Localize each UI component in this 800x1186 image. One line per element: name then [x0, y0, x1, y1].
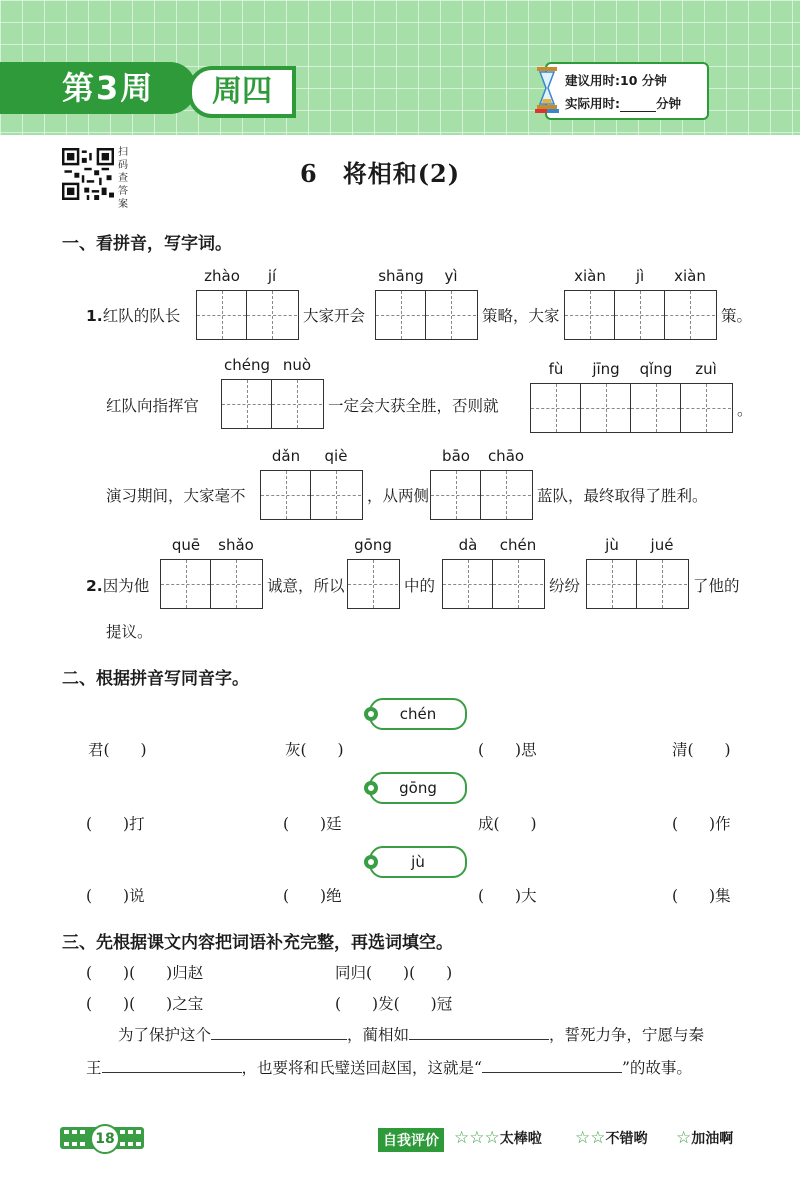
q2-text-5: 了他的: [693, 577, 740, 595]
qr-code-icon[interactable]: [62, 148, 114, 200]
homophone-item[interactable]: ( )作: [672, 815, 731, 833]
idiom-item[interactable]: ( )( )之宝: [86, 995, 204, 1013]
pinyin: nuò: [282, 356, 312, 374]
pinyin-pill: [369, 698, 467, 730]
homophone-item[interactable]: 成( ): [478, 815, 537, 833]
fill-paragraph-line-1: [118, 1023, 704, 1045]
eval-text: 加油啊: [691, 1131, 734, 1147]
fill-blank[interactable]: [482, 1058, 622, 1073]
q2-text-1: [86, 574, 149, 596]
homophone-item[interactable]: ( )大: [478, 887, 537, 905]
pinyin: shāng: [378, 267, 424, 285]
pinyin: dǎn: [271, 447, 301, 465]
actual-time: [565, 94, 681, 112]
q2-text-2: 诚意，所以: [267, 577, 345, 595]
pinyin-pill: [369, 772, 467, 804]
pinyin: jù: [605, 536, 619, 554]
fill-text: ，蔺相如: [347, 1026, 410, 1044]
fill-blank[interactable]: [211, 1025, 347, 1040]
pinyin: bāo: [442, 447, 470, 465]
writing-grid[interactable]: [221, 379, 324, 429]
pinyin-pill: [369, 846, 467, 878]
idiom-item[interactable]: ( )发( )冠: [335, 995, 453, 1013]
pinyin: chāo: [487, 447, 525, 465]
suggested-time-label: 建议用时:: [565, 73, 620, 88]
homophone-item[interactable]: 君( ): [88, 741, 147, 759]
eval-text: 不错哟: [605, 1131, 648, 1147]
actual-time-blank[interactable]: [620, 99, 656, 112]
q1-text-4: 策。: [721, 307, 753, 325]
idiom-item[interactable]: ( )( )归赵: [86, 964, 204, 982]
fill-text: 为了保护这个: [118, 1026, 212, 1044]
section-1-heading: 一、看拼音，写字词。: [62, 234, 232, 254]
writing-grid[interactable]: [442, 559, 545, 609]
section-3-heading: 三、先根据课文内容把词语补充完整，再选词填空。: [62, 933, 453, 953]
page-number: 18: [90, 1124, 120, 1154]
day-label: 周四: [188, 66, 296, 118]
q1-text-10: 蓝队，最终取得了胜利。: [537, 487, 708, 505]
qr-caption: 扫码查答案: [118, 147, 128, 210]
pinyin: zuì: [695, 360, 717, 378]
homophone-item[interactable]: ( )打: [86, 815, 145, 833]
q2-text-6: 提议。: [106, 623, 153, 641]
suggested-time: [565, 71, 667, 89]
homophone-item[interactable]: 清( ): [672, 741, 731, 759]
pill-pinyin: gōng: [399, 779, 437, 797]
pill-pinyin: jù: [411, 853, 425, 871]
fill-blank[interactable]: [409, 1025, 549, 1040]
fill-text: ，也要将和氏璧送回赵国，这就是“: [241, 1059, 482, 1077]
pinyin: shǎo: [218, 536, 254, 554]
pill-dot-icon: [364, 855, 378, 869]
eval-option-great[interactable]: [454, 1128, 542, 1148]
q1-text-1-body: 红队的队长: [102, 307, 181, 325]
fill-blank[interactable]: [102, 1058, 242, 1073]
q2-text-3: 中的: [404, 577, 436, 595]
q2-text-4: 纷纷: [549, 577, 581, 595]
page-title: 6 将相和(2): [300, 159, 461, 188]
q2-text-1-body: 因为他: [102, 577, 150, 595]
pinyin: qiè: [324, 447, 348, 465]
writing-grid[interactable]: [430, 470, 533, 520]
fill-text: ，誓死力争，宁愿与秦: [549, 1026, 705, 1044]
q1-text-8: 演习期间，大家毫不: [106, 487, 246, 505]
homophone-item[interactable]: ( )廷: [283, 815, 342, 833]
homophone-item[interactable]: 灰( ): [285, 741, 344, 759]
pinyin: qǐng: [639, 360, 673, 378]
q1-text-2: 大家开会: [303, 307, 366, 325]
pinyin: yì: [444, 267, 458, 285]
q1-text-9: ，从两侧: [367, 487, 430, 505]
fill-text: 王: [86, 1059, 102, 1077]
eval-option-keep-going[interactable]: [676, 1128, 733, 1148]
pill-dot-icon: [364, 707, 378, 721]
writing-grid[interactable]: [375, 290, 478, 340]
pill-dot-icon: [364, 781, 378, 795]
writing-grid[interactable]: [586, 559, 689, 609]
time-box: [545, 62, 709, 120]
homophone-item[interactable]: ( )说: [86, 887, 145, 905]
pinyin: jí: [267, 267, 277, 285]
writing-grid[interactable]: [196, 290, 299, 340]
homophone-item[interactable]: ( )思: [478, 741, 537, 759]
eval-option-good[interactable]: [575, 1128, 647, 1148]
actual-time-unit: 分钟: [656, 96, 682, 111]
eval-text: 太棒啦: [499, 1131, 542, 1147]
q1-text-1: [86, 304, 180, 326]
q2-number: 2.: [86, 577, 103, 595]
pinyin: jué: [650, 536, 674, 554]
q1-text-7: 。: [737, 401, 753, 419]
star-icon: ☆☆☆: [454, 1128, 500, 1148]
pinyin: fù: [548, 360, 564, 378]
suggested-time-value: 10 分钟: [620, 73, 667, 88]
actual-time-label: 实际用时:: [565, 96, 620, 111]
homophone-item[interactable]: ( )集: [672, 887, 731, 905]
homophone-item[interactable]: ( )绝: [283, 887, 342, 905]
pinyin: quē: [171, 536, 201, 554]
star-icon: ☆☆: [575, 1128, 606, 1148]
fill-text: ”的故事。: [621, 1059, 692, 1077]
writing-grid[interactable]: [530, 383, 733, 433]
writing-grid[interactable]: [564, 290, 717, 340]
pinyin: xiàn: [674, 267, 706, 285]
writing-grid[interactable]: [260, 470, 363, 520]
section-2-heading: 二、根据拼音写同音字。: [62, 669, 249, 689]
pinyin: jì: [635, 267, 645, 285]
pill-pinyin: chén: [399, 705, 437, 723]
q1-text-6: 一定会大获全胜，否则就: [328, 397, 499, 415]
fill-paragraph-line-2: [86, 1056, 692, 1078]
self-eval-label: 自我评价: [378, 1128, 444, 1152]
q1-text-3: 策略，大家: [482, 307, 560, 325]
pinyin: zhào: [204, 267, 240, 285]
q1-number: 1.: [86, 307, 103, 325]
pinyin: xiàn: [574, 267, 606, 285]
week-label: 第3周: [0, 62, 196, 114]
writing-grid[interactable]: [160, 559, 263, 609]
idiom-item[interactable]: 同归( )( ): [335, 964, 453, 982]
pinyin: chéng: [223, 356, 270, 374]
pinyin: chén: [499, 536, 537, 554]
star-icon: ☆: [676, 1128, 692, 1148]
hourglass-icon: [535, 66, 561, 114]
pinyin: gōng: [354, 536, 392, 554]
writing-grid[interactable]: [347, 559, 400, 609]
pinyin: jīng: [592, 360, 620, 378]
pinyin: dà: [458, 536, 478, 554]
q1-text-5: 红队向指挥官: [106, 397, 200, 415]
